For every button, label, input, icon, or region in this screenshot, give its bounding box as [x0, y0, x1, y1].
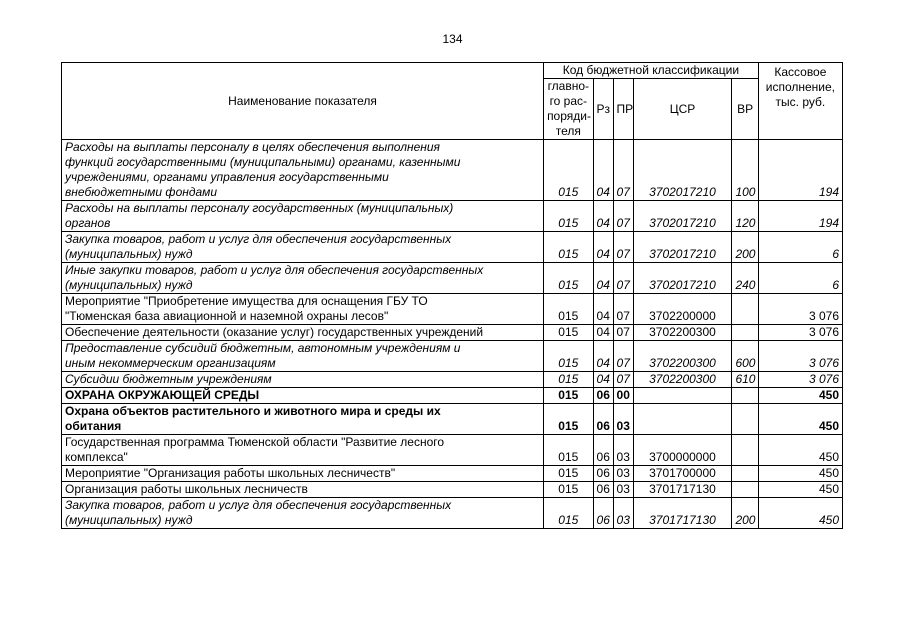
row-vr: 610: [732, 372, 758, 388]
row-glav: 015: [544, 482, 593, 498]
row-name-line: (муниципальных) нужд: [65, 247, 193, 261]
row-csr: 3701717130: [633, 498, 732, 529]
row-name: [62, 372, 544, 388]
header-rz: Рз: [593, 79, 613, 140]
row-vr: 200: [732, 232, 758, 263]
row-rz: 04: [593, 372, 613, 388]
row-name: [62, 341, 544, 372]
row-pr: 07: [613, 201, 633, 232]
row-pr: 03: [613, 435, 633, 466]
row-name-line: Расходы на выплаты персоналу в целях обеспечения выполнения: [65, 140, 440, 154]
row-rz: 06: [593, 482, 613, 498]
row-rz: 06: [593, 498, 613, 529]
row-name-line: Расходы на выплаты персоналу государственных (муниципальных): [65, 201, 454, 215]
row-rz: 06: [593, 435, 613, 466]
row-name-line: внебюджетными фондами: [65, 185, 218, 199]
row-amount: 450: [758, 482, 842, 498]
row-vr: 200: [732, 498, 758, 529]
header-pr: ПР: [613, 79, 633, 140]
row-name-line: Предоставление субсидий бюджетным, автономным учреждениям и: [65, 341, 461, 355]
header-kass-line: исполнение,: [765, 80, 836, 94]
row-vr: [732, 294, 758, 325]
header-vr: ВР: [732, 79, 758, 140]
row-name-line: Закупка товаров, работ и услуг для обеспечения государственных: [65, 498, 452, 512]
row-glav: 015: [544, 263, 593, 294]
row-name-line: Субсидии бюджетным учреждениям: [65, 372, 272, 386]
row-glav: 015: [544, 466, 593, 482]
row-name: [62, 498, 544, 529]
row-pr: 07: [613, 232, 633, 263]
row-name-line: ОХРАНА ОКРУЖАЮЩЕЙ СРЕДЫ: [65, 388, 260, 402]
row-amount: 6: [758, 232, 842, 263]
row-name-line: Обеспечение деятельности (оказание услуг) государственных учреждений: [65, 325, 484, 339]
row-amount: 3 076: [758, 294, 842, 325]
row-vr: 120: [732, 201, 758, 232]
row-rz: 04: [593, 263, 613, 294]
row-rz: 04: [593, 232, 613, 263]
row-rz: 04: [593, 341, 613, 372]
row-pr: 07: [613, 140, 633, 201]
row-csr: 3702017210: [633, 232, 732, 263]
row-name-line: Охрана объектов растительного и животного мира и среды их: [65, 404, 441, 418]
header-name: Наименование показателя: [62, 63, 544, 140]
row-pr: 03: [613, 482, 633, 498]
row-amount: 450: [758, 466, 842, 482]
row-amount: 3 076: [758, 372, 842, 388]
header-glav-line: теля: [555, 124, 581, 138]
row-csr: 3701700000: [633, 466, 732, 482]
table-row: [62, 482, 843, 498]
row-name: [62, 325, 544, 341]
row-name: [62, 482, 544, 498]
header-kass: [758, 63, 842, 140]
row-vr: 100: [732, 140, 758, 201]
row-vr: [732, 466, 758, 482]
header-glav-line: главно-: [547, 79, 590, 93]
row-rz: 06: [593, 466, 613, 482]
row-pr: 03: [613, 466, 633, 482]
table-row: [62, 435, 843, 466]
row-glav: 015: [544, 435, 593, 466]
row-rz: 04: [593, 325, 613, 341]
row-csr: 3702200300: [633, 372, 732, 388]
row-glav: 015: [544, 201, 593, 232]
row-name: [62, 294, 544, 325]
row-vr: 600: [732, 341, 758, 372]
row-glav: 015: [544, 388, 593, 404]
row-pr: 07: [613, 325, 633, 341]
row-amount: 194: [758, 201, 842, 232]
row-name-line: (муниципальных) нужд: [65, 513, 193, 527]
row-vr: [732, 388, 758, 404]
row-name-line: Иные закупки товаров, работ и услуг для обеспечения государственных: [65, 263, 484, 277]
row-pr: 07: [613, 341, 633, 372]
table-row: [62, 140, 843, 201]
row-glav: 015: [544, 294, 593, 325]
row-amount: 194: [758, 140, 842, 201]
row-csr: 3702200300: [633, 341, 732, 372]
row-amount: 450: [758, 388, 842, 404]
row-amount: 450: [758, 498, 842, 529]
row-name-line: иным некоммерческим организациям: [65, 356, 276, 370]
row-name: [62, 232, 544, 263]
row-pr: 07: [613, 372, 633, 388]
row-vr: [732, 404, 758, 435]
row-glav: 015: [544, 232, 593, 263]
header-glav: [544, 79, 593, 140]
row-vr: [732, 325, 758, 341]
row-glav: 015: [544, 404, 593, 435]
row-name: [62, 263, 544, 294]
row-csr: 3702017210: [633, 140, 732, 201]
row-amount: 6: [758, 263, 842, 294]
row-pr: 07: [613, 294, 633, 325]
row-glav: 015: [544, 140, 593, 201]
header-glav-line: поряди-: [547, 109, 591, 123]
table-row: [62, 263, 843, 294]
row-glav: 015: [544, 498, 593, 529]
row-pr: 00: [613, 388, 633, 404]
table-row: [62, 388, 843, 404]
row-csr: 3702200000: [633, 294, 732, 325]
table-row: [62, 232, 843, 263]
row-name-line: комплекса": [65, 450, 128, 464]
header-csr: ЦСР: [633, 79, 732, 140]
row-glav: 015: [544, 325, 593, 341]
row-name-line: обитания: [65, 419, 122, 433]
table-row: [62, 325, 843, 341]
row-name: [62, 140, 544, 201]
row-name-line: органов: [65, 216, 111, 230]
row-amount: 450: [758, 404, 842, 435]
row-name-line: Закупка товаров, работ и услуг для обеспечения государственных: [65, 232, 452, 246]
row-name: [62, 466, 544, 482]
row-vr: [732, 435, 758, 466]
row-rz: 04: [593, 201, 613, 232]
row-amount: 3 076: [758, 341, 842, 372]
table-row: [62, 372, 843, 388]
row-csr: 3701717130: [633, 482, 732, 498]
table-row: [62, 294, 843, 325]
row-name-line: Государственная программа Тюменской области "Развитие лесного: [65, 435, 445, 449]
row-name-line: Мероприятие "Приобретение имущества для оснащения ГБУ ТО: [65, 294, 428, 308]
row-csr: [633, 388, 732, 404]
table-row: [62, 466, 843, 482]
row-name-line: Мероприятие "Организация работы школьных лесничеств": [65, 466, 396, 480]
row-rz: 06: [593, 388, 613, 404]
header-glav-line: го рас-: [549, 94, 588, 108]
header-kass-line: тыс. руб.: [775, 95, 826, 109]
row-csr: 3702017210: [633, 263, 732, 294]
table-row: [62, 498, 843, 529]
row-amount: 450: [758, 435, 842, 466]
row-glav: 015: [544, 372, 593, 388]
row-csr: 3702200300: [633, 325, 732, 341]
row-pr: 07: [613, 263, 633, 294]
budget-table: [61, 62, 843, 529]
row-name: [62, 435, 544, 466]
row-name-line: (муниципальных) нужд: [65, 278, 193, 292]
row-name: [62, 201, 544, 232]
row-amount: 3 076: [758, 325, 842, 341]
table-row: [62, 201, 843, 232]
row-name: [62, 404, 544, 435]
row-vr: 240: [732, 263, 758, 294]
row-rz: 04: [593, 140, 613, 201]
row-csr: 3702017210: [633, 201, 732, 232]
row-name-line: учреждениями, органами управления государственными: [65, 170, 389, 184]
row-pr: 03: [613, 404, 633, 435]
row-name-line: Организация работы школьных лесничеств: [65, 482, 308, 496]
table-row: [62, 341, 843, 372]
row-csr: 3700000000: [633, 435, 732, 466]
row-name: [62, 388, 544, 404]
row-name-line: функций государственными (муниципальными) органами, казенными: [65, 155, 461, 169]
row-vr: [732, 482, 758, 498]
row-name-line: "Тюменская база авиационной и наземной охраны лесов": [65, 309, 389, 323]
header-code-group: Код бюджетной классификации: [544, 63, 759, 79]
page-number: 134: [442, 32, 463, 46]
row-rz: 06: [593, 404, 613, 435]
row-pr: 03: [613, 498, 633, 529]
row-csr: [633, 404, 732, 435]
header-kass-line: Кассовое: [774, 65, 827, 79]
row-rz: 04: [593, 294, 613, 325]
table-row: [62, 404, 843, 435]
table-body: [62, 140, 843, 529]
row-glav: 015: [544, 341, 593, 372]
